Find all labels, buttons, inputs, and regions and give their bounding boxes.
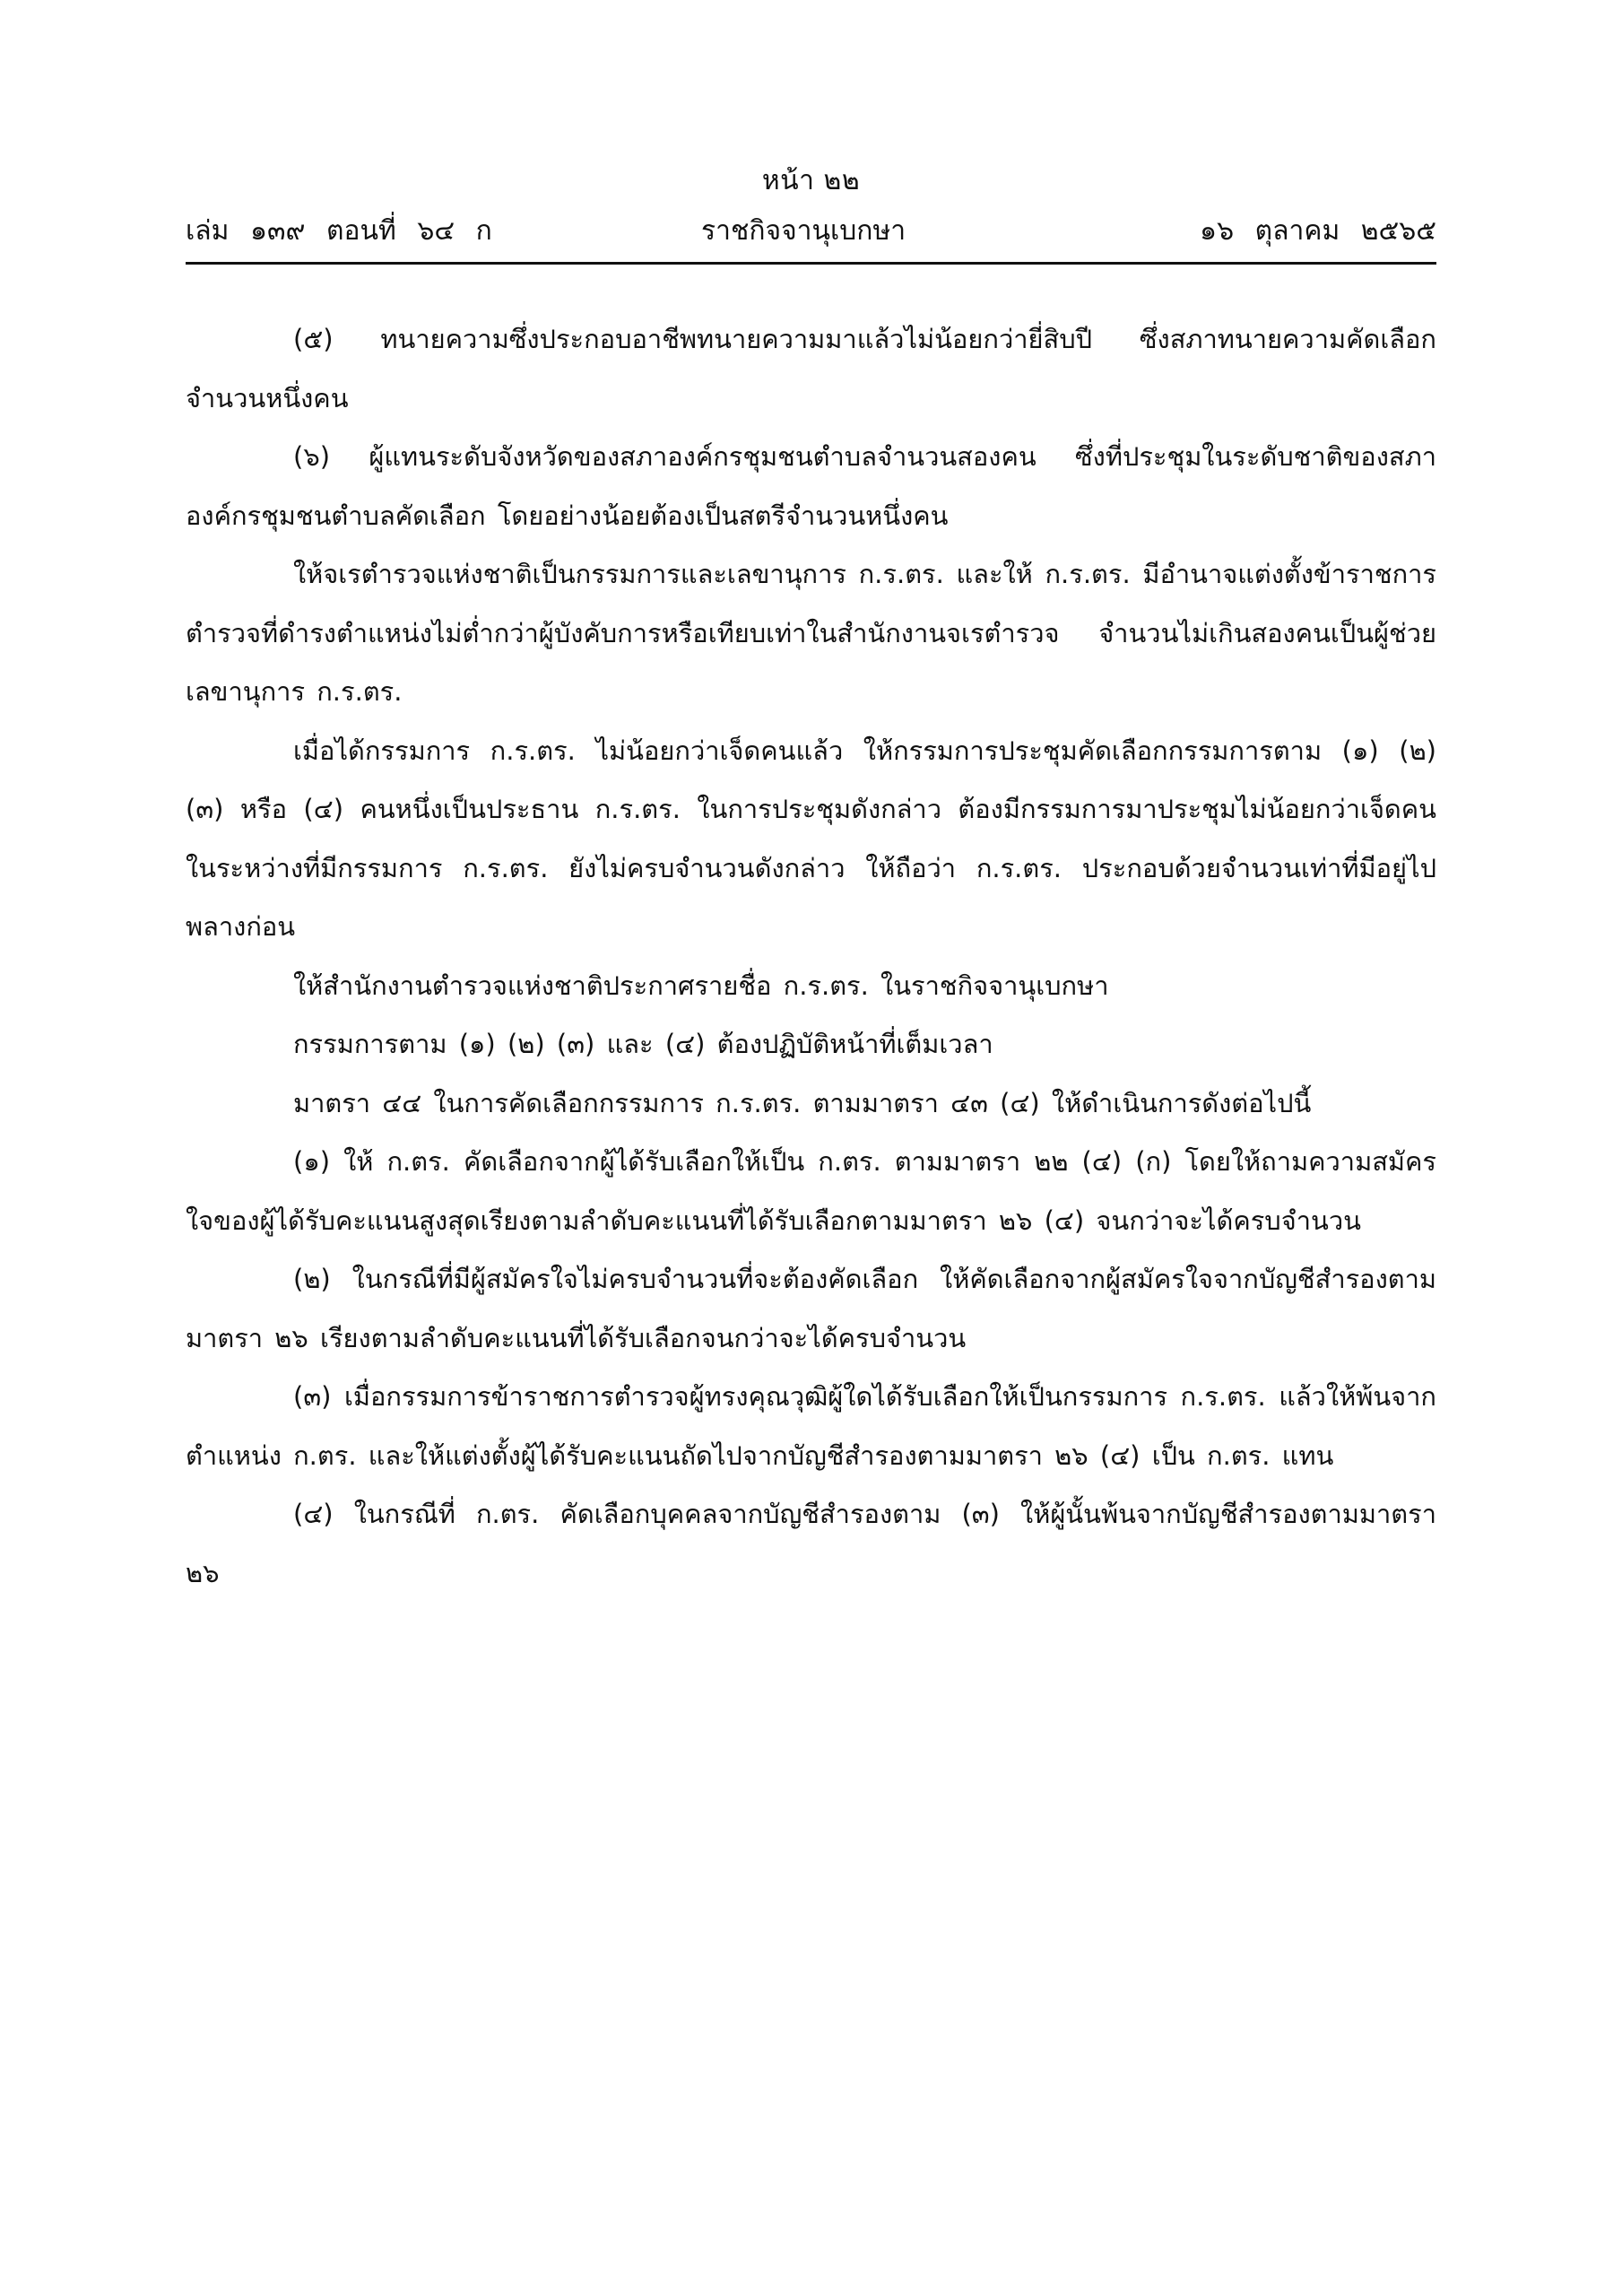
- running-header: [186, 212, 1436, 251]
- section-44-item-1: (๑) ให้ ก.ตร. คัดเลือกจากผู้ได้รับเลือกให้เป็น ก.ตร. ตามมาตรา ๒๒ (๔) (ก) โดยให้ถามความสมัครใจของผู้ได้รับคะแนนสูงสุดเรียงตามลำดับคะแนนที่ได้รับเลือกตามมาตรา ๒๖ (๔) จนกว่าจะได้ครบจำนวน: [186, 1146, 1436, 1236]
- publication-date: ๑๖ ตุลาคม ๒๕๖๕: [1200, 215, 1436, 247]
- paragraph-item-5: (๕) ทนายความซึ่งประกอบอาชีพทนายความมาแล้วไม่น้อยกว่ายี่สิบปี ซึ่งสภาทนายความคัดเลือกจำนวนหนึ่งคน: [186, 324, 1436, 413]
- paragraph-item-6: (๖) ผู้แทนระดับจังหวัดของสภาองค์กรชุมชนตำบลจำนวนสองคน ซึ่งที่ประชุมในระดับชาติของสภาองค์กรชุมชนตำบลคัดเลือก โดยอย่างน้อยต้องเป็นสตรีจำนวนหนึ่งคน: [186, 441, 1436, 531]
- section-44-item-2: (๒) ในกรณีที่มีผู้สมัครใจไม่ครบจำนวนที่จะต้องคัดเลือก ให้คัดเลือกจากผู้สมัครใจจากบัญชีสำรองตามมาตรา ๒๖ เรียงตามลำดับคะแนนที่ได้รับเลือกจนกว่าจะได้ครบจำนวน: [186, 1264, 1436, 1353]
- section-44-item-3: (๓) เมื่อกรรมการข้าราชการตำรวจผู้ทรงคุณวุฒิผู้ใดได้รับเลือกให้เป็นกรรมการ ก.ร.ตร. แล้วให้พ้นจากตำแหน่ง ก.ตร. และให้แต่งตั้งผู้ได้รับคะแนนถัดไปจากบัญชีสำรองตามมาตรา ๒๖ (๔) เป็น ก.ตร. แทน: [186, 1381, 1436, 1471]
- page-number: หน้า ๒๒: [761, 165, 861, 196]
- paragraph-full-time: กรรมการตาม (๑) (๒) (๓) และ (๔) ต้องปฏิบัติหน้าที่เต็มเวลา: [293, 1029, 993, 1059]
- paragraph-chair-selection: เมื่อได้กรรมการ ก.ร.ตร. ไม่น้อยกว่าเจ็ดคนแล้ว ให้กรรมการประชุมคัดเลือกกรรมการตาม (๑) (๒) (๓) หรือ (๔) คนหนึ่งเป็นประธาน ก.ร.ตร. ในการประชุมดังกล่าว ต้องมีกรรมการมาประชุมไม่น้อยกว่าเจ็ดคน ในระหว่างที่มีกรรมการ ก.ร.ตร. ยังไม่ครบจำนวนดังกล่าว ให้ถือว่า ก.ร.ตร. ประกอบด้วยจำนวนเท่าที่มีอยู่ไปพลางก่อน: [186, 735, 1436, 942]
- paragraph-secretary: ให้จเรตำรวจแห่งชาติเป็นกรรมการและเลขานุการ ก.ร.ตร. และให้ ก.ร.ตร. มีอำนาจแต่งตั้งข้าราชการตำรวจที่ดำรงตำแหน่งไม่ต่ำกว่าผู้บังคับการหรือเทียบเท่าในสำนักงานจเรตำรวจ จำนวนไม่เกินสองคนเป็นผู้ช่วยเลขานุการ ก.ร.ตร.: [186, 559, 1436, 707]
- header-rule: [186, 262, 1436, 265]
- volume-issue: เล่ม ๑๓๙ ตอนที่ ๖๔ ก: [186, 215, 492, 247]
- section-44-heading: มาตรา ๔๔ ในการคัดเลือกกรรมการ ก.ร.ตร. ตามมาตรา ๔๓ (๔) ให้ดำเนินการดังต่อไปนี้: [293, 1087, 1312, 1118]
- document-body: [186, 310, 1436, 1603]
- section-44-item-4: (๔) ในกรณีที่ ก.ตร. คัดเลือกบุคคลจากบัญชีสำรองตาม (๓) ให้ผู้นั้นพ้นจากบัญชีสำรองตามมาตรา ๒๖: [186, 1499, 1436, 1588]
- publication-title: ราชกิจจานุเบกษา: [701, 215, 906, 247]
- paragraph-announcement: ให้สำนักงานตำรวจแห่งชาติประกาศรายชื่อ ก.ร.ตร. ในราชกิจจานุเบกษา: [293, 970, 1109, 1001]
